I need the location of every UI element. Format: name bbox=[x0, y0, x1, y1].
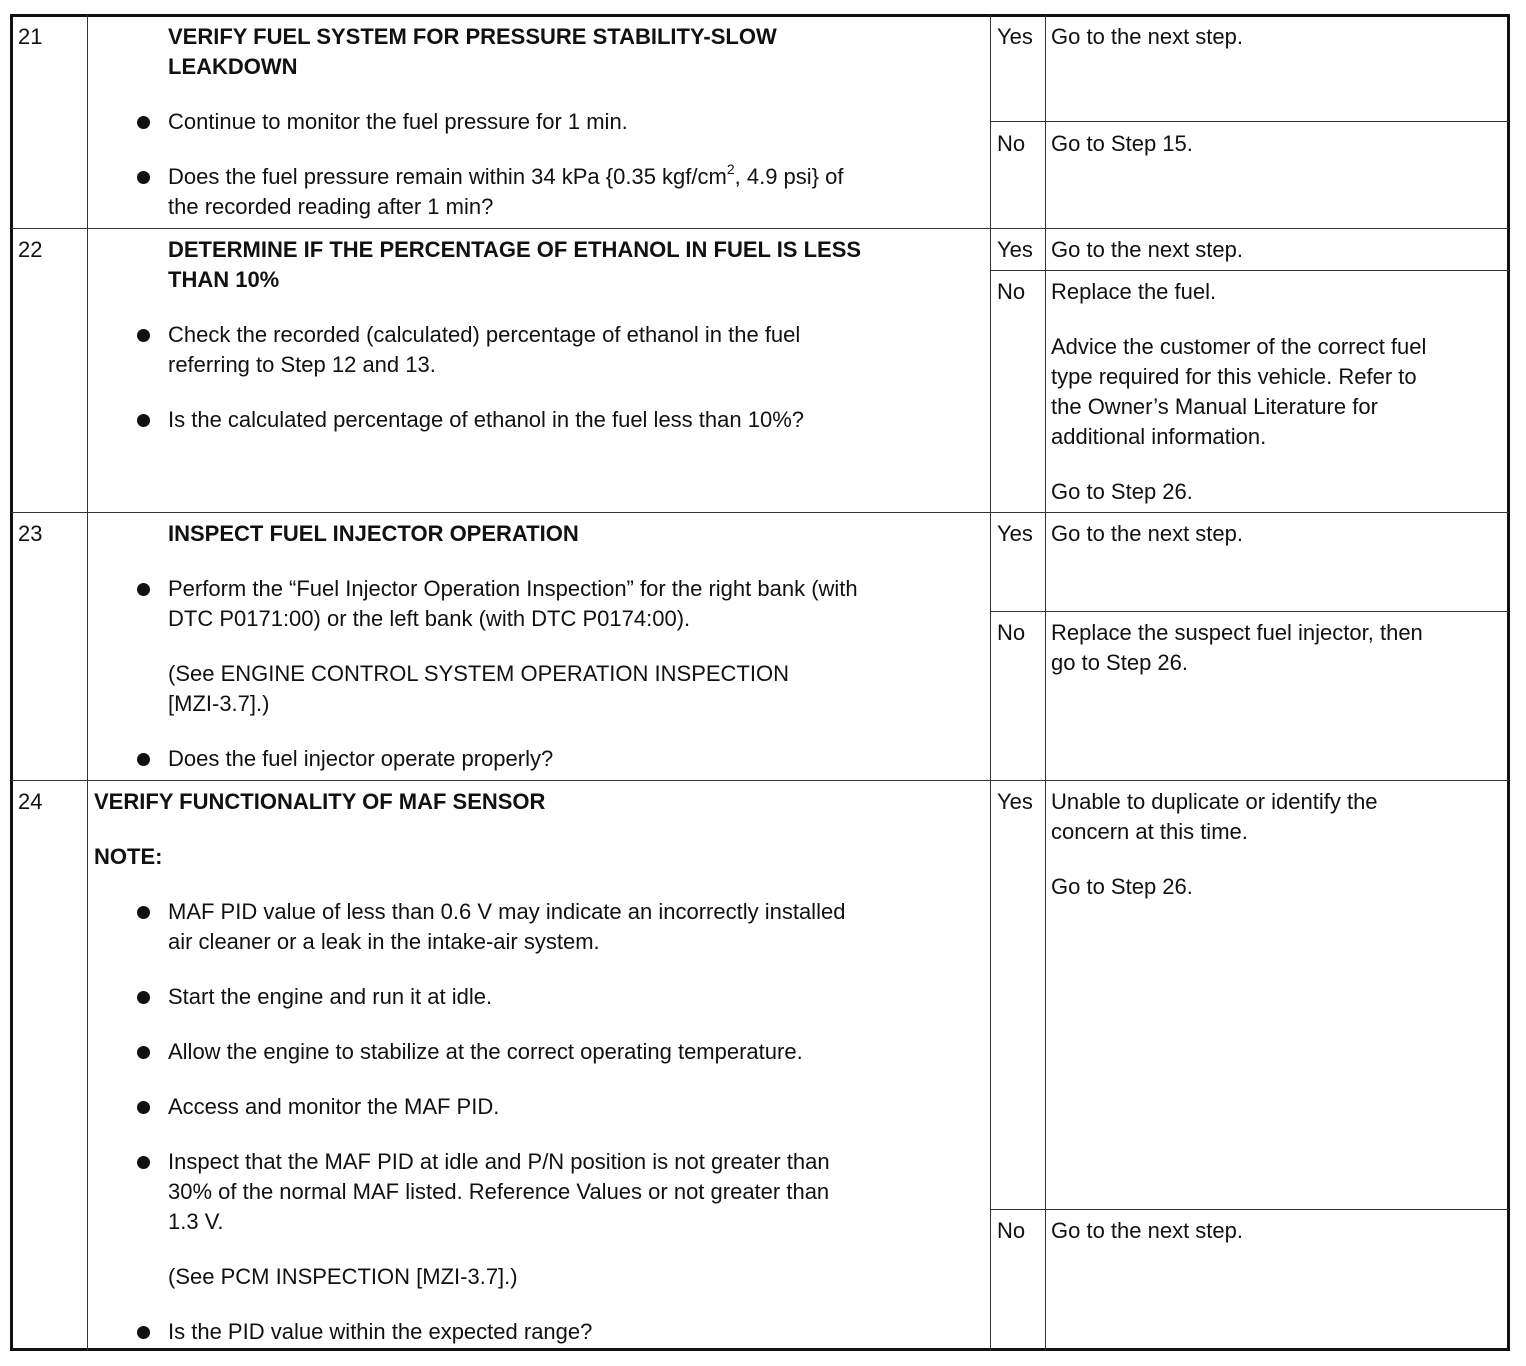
step-title: VERIFY FUEL SYSTEM FOR PRESSURE STABILITY-SLOW bbox=[168, 24, 777, 49]
bullet-icon bbox=[137, 329, 150, 342]
step-instruction: 30% of the normal MAF listed. Reference Values or not greater than bbox=[168, 1179, 830, 1204]
bullet-icon bbox=[137, 906, 150, 919]
step-number: 21 bbox=[18, 24, 43, 49]
yes-no-divider bbox=[990, 121, 1509, 122]
column-divider bbox=[87, 15, 88, 1351]
yes-no-divider bbox=[990, 270, 1509, 271]
no-action: additional information. bbox=[1051, 424, 1267, 449]
yes-label: Yes bbox=[997, 24, 1033, 49]
no-action: Go to Step 26. bbox=[1051, 479, 1193, 504]
yes-no-divider bbox=[990, 1209, 1509, 1210]
no-action: Go to the next step. bbox=[1051, 1218, 1244, 1243]
yes-action: concern at this time. bbox=[1051, 819, 1248, 844]
yes-action: Go to the next step. bbox=[1051, 521, 1244, 546]
reference-text: (See PCM INSPECTION [MZI-3.7].) bbox=[168, 1264, 518, 1289]
bullet-icon bbox=[137, 991, 150, 1004]
step-instruction: DTC P0171:00) or the left bank (with DTC P0174:00). bbox=[168, 606, 691, 631]
step-title: DETERMINE IF THE PERCENTAGE OF ETHANOL IN FUEL IS LESS bbox=[168, 237, 862, 262]
column-divider bbox=[990, 15, 991, 1351]
bullet-icon bbox=[137, 1046, 150, 1059]
step-number: 23 bbox=[18, 521, 43, 546]
step-title: LEAKDOWN bbox=[168, 54, 298, 79]
no-action: type required for this vehicle. Refer to bbox=[1051, 364, 1417, 389]
step-instruction: Continue to monitor the fuel pressure for 1 min. bbox=[168, 109, 628, 134]
step-title: VERIFY FUNCTIONALITY OF MAF SENSOR bbox=[94, 789, 546, 814]
step-instruction: Is the calculated percentage of ethanol in the fuel less than 10%? bbox=[168, 407, 804, 432]
bullet-icon bbox=[137, 583, 150, 596]
step-number: 22 bbox=[18, 237, 43, 262]
no-action: Replace the fuel. bbox=[1051, 279, 1217, 304]
yes-action: Unable to duplicate or identify the bbox=[1051, 789, 1378, 814]
step-instruction: Start the engine and run it at idle. bbox=[168, 984, 493, 1009]
note-label: NOTE: bbox=[94, 844, 163, 869]
yes-label: Yes bbox=[997, 521, 1033, 546]
column-divider bbox=[1045, 15, 1046, 1351]
note-text: MAF PID value of less than 0.6 V may indicate an incorrectly installed bbox=[168, 899, 846, 924]
yes-action: Go to the next step. bbox=[1051, 237, 1244, 262]
row-divider bbox=[11, 228, 1509, 229]
step-instruction: Perform the “Fuel Injector Operation Inspection” for the right bank (with bbox=[168, 576, 858, 601]
bullet-icon bbox=[137, 1156, 150, 1169]
yes-label: Yes bbox=[997, 237, 1033, 262]
step-instruction: Inspect that the MAF PID at idle and P/N position is not greater than bbox=[168, 1149, 830, 1174]
step-instruction: Does the fuel injector operate properly? bbox=[168, 746, 554, 771]
bullet-icon bbox=[137, 171, 150, 184]
row-divider bbox=[11, 780, 1509, 781]
yes-no-divider bbox=[990, 611, 1509, 612]
no-action: the Owner’s Manual Literature for bbox=[1051, 394, 1378, 419]
no-label: No bbox=[997, 131, 1026, 156]
no-action: Advice the customer of the correct fuel bbox=[1051, 334, 1427, 359]
step-title: INSPECT FUEL INJECTOR OPERATION bbox=[168, 521, 579, 546]
reference-text: [MZI-3.7].) bbox=[168, 691, 270, 716]
yes-label: Yes bbox=[997, 789, 1033, 814]
step-instruction: Access and monitor the MAF PID. bbox=[168, 1094, 500, 1119]
bullet-icon bbox=[137, 116, 150, 129]
no-action: go to Step 26. bbox=[1051, 650, 1188, 675]
no-label: No bbox=[997, 620, 1026, 645]
note-text: air cleaner or a leak in the intake-air system. bbox=[168, 929, 600, 954]
step-instruction: 1.3 V. bbox=[168, 1209, 224, 1234]
no-action: Go to Step 15. bbox=[1051, 131, 1193, 156]
reference-text: (See ENGINE CONTROL SYSTEM OPERATION INSPECTION bbox=[168, 661, 789, 686]
step-number: 24 bbox=[18, 789, 43, 814]
bullet-icon bbox=[137, 753, 150, 766]
step-instruction: Allow the engine to stabilize at the correct operating temperature. bbox=[168, 1039, 803, 1064]
step-instruction: Check the recorded (calculated) percentage of ethanol in the fuel bbox=[168, 322, 801, 347]
bullet-icon bbox=[137, 1326, 150, 1339]
step-title: THAN 10% bbox=[168, 267, 280, 292]
no-action: Replace the suspect fuel injector, then bbox=[1051, 620, 1423, 645]
no-label: No bbox=[997, 279, 1026, 304]
bullet-icon bbox=[137, 1101, 150, 1114]
yes-action: Go to the next step. bbox=[1051, 24, 1244, 49]
step-instruction: Does the fuel pressure remain within 34 kPa {0.35 kgf/$cm^2$, 4.9 psi} of bbox=[168, 160, 844, 189]
step-instruction: Is the PID value within the expected range? bbox=[168, 1319, 593, 1344]
yes-action: Go to Step 26. bbox=[1051, 874, 1193, 899]
step-instruction: referring to Step 12 and 13. bbox=[168, 352, 436, 377]
bullet-icon bbox=[137, 414, 150, 427]
step-instruction: the recorded reading after 1 min? bbox=[168, 194, 494, 219]
no-label: No bbox=[997, 1218, 1026, 1243]
row-divider bbox=[11, 512, 1509, 513]
